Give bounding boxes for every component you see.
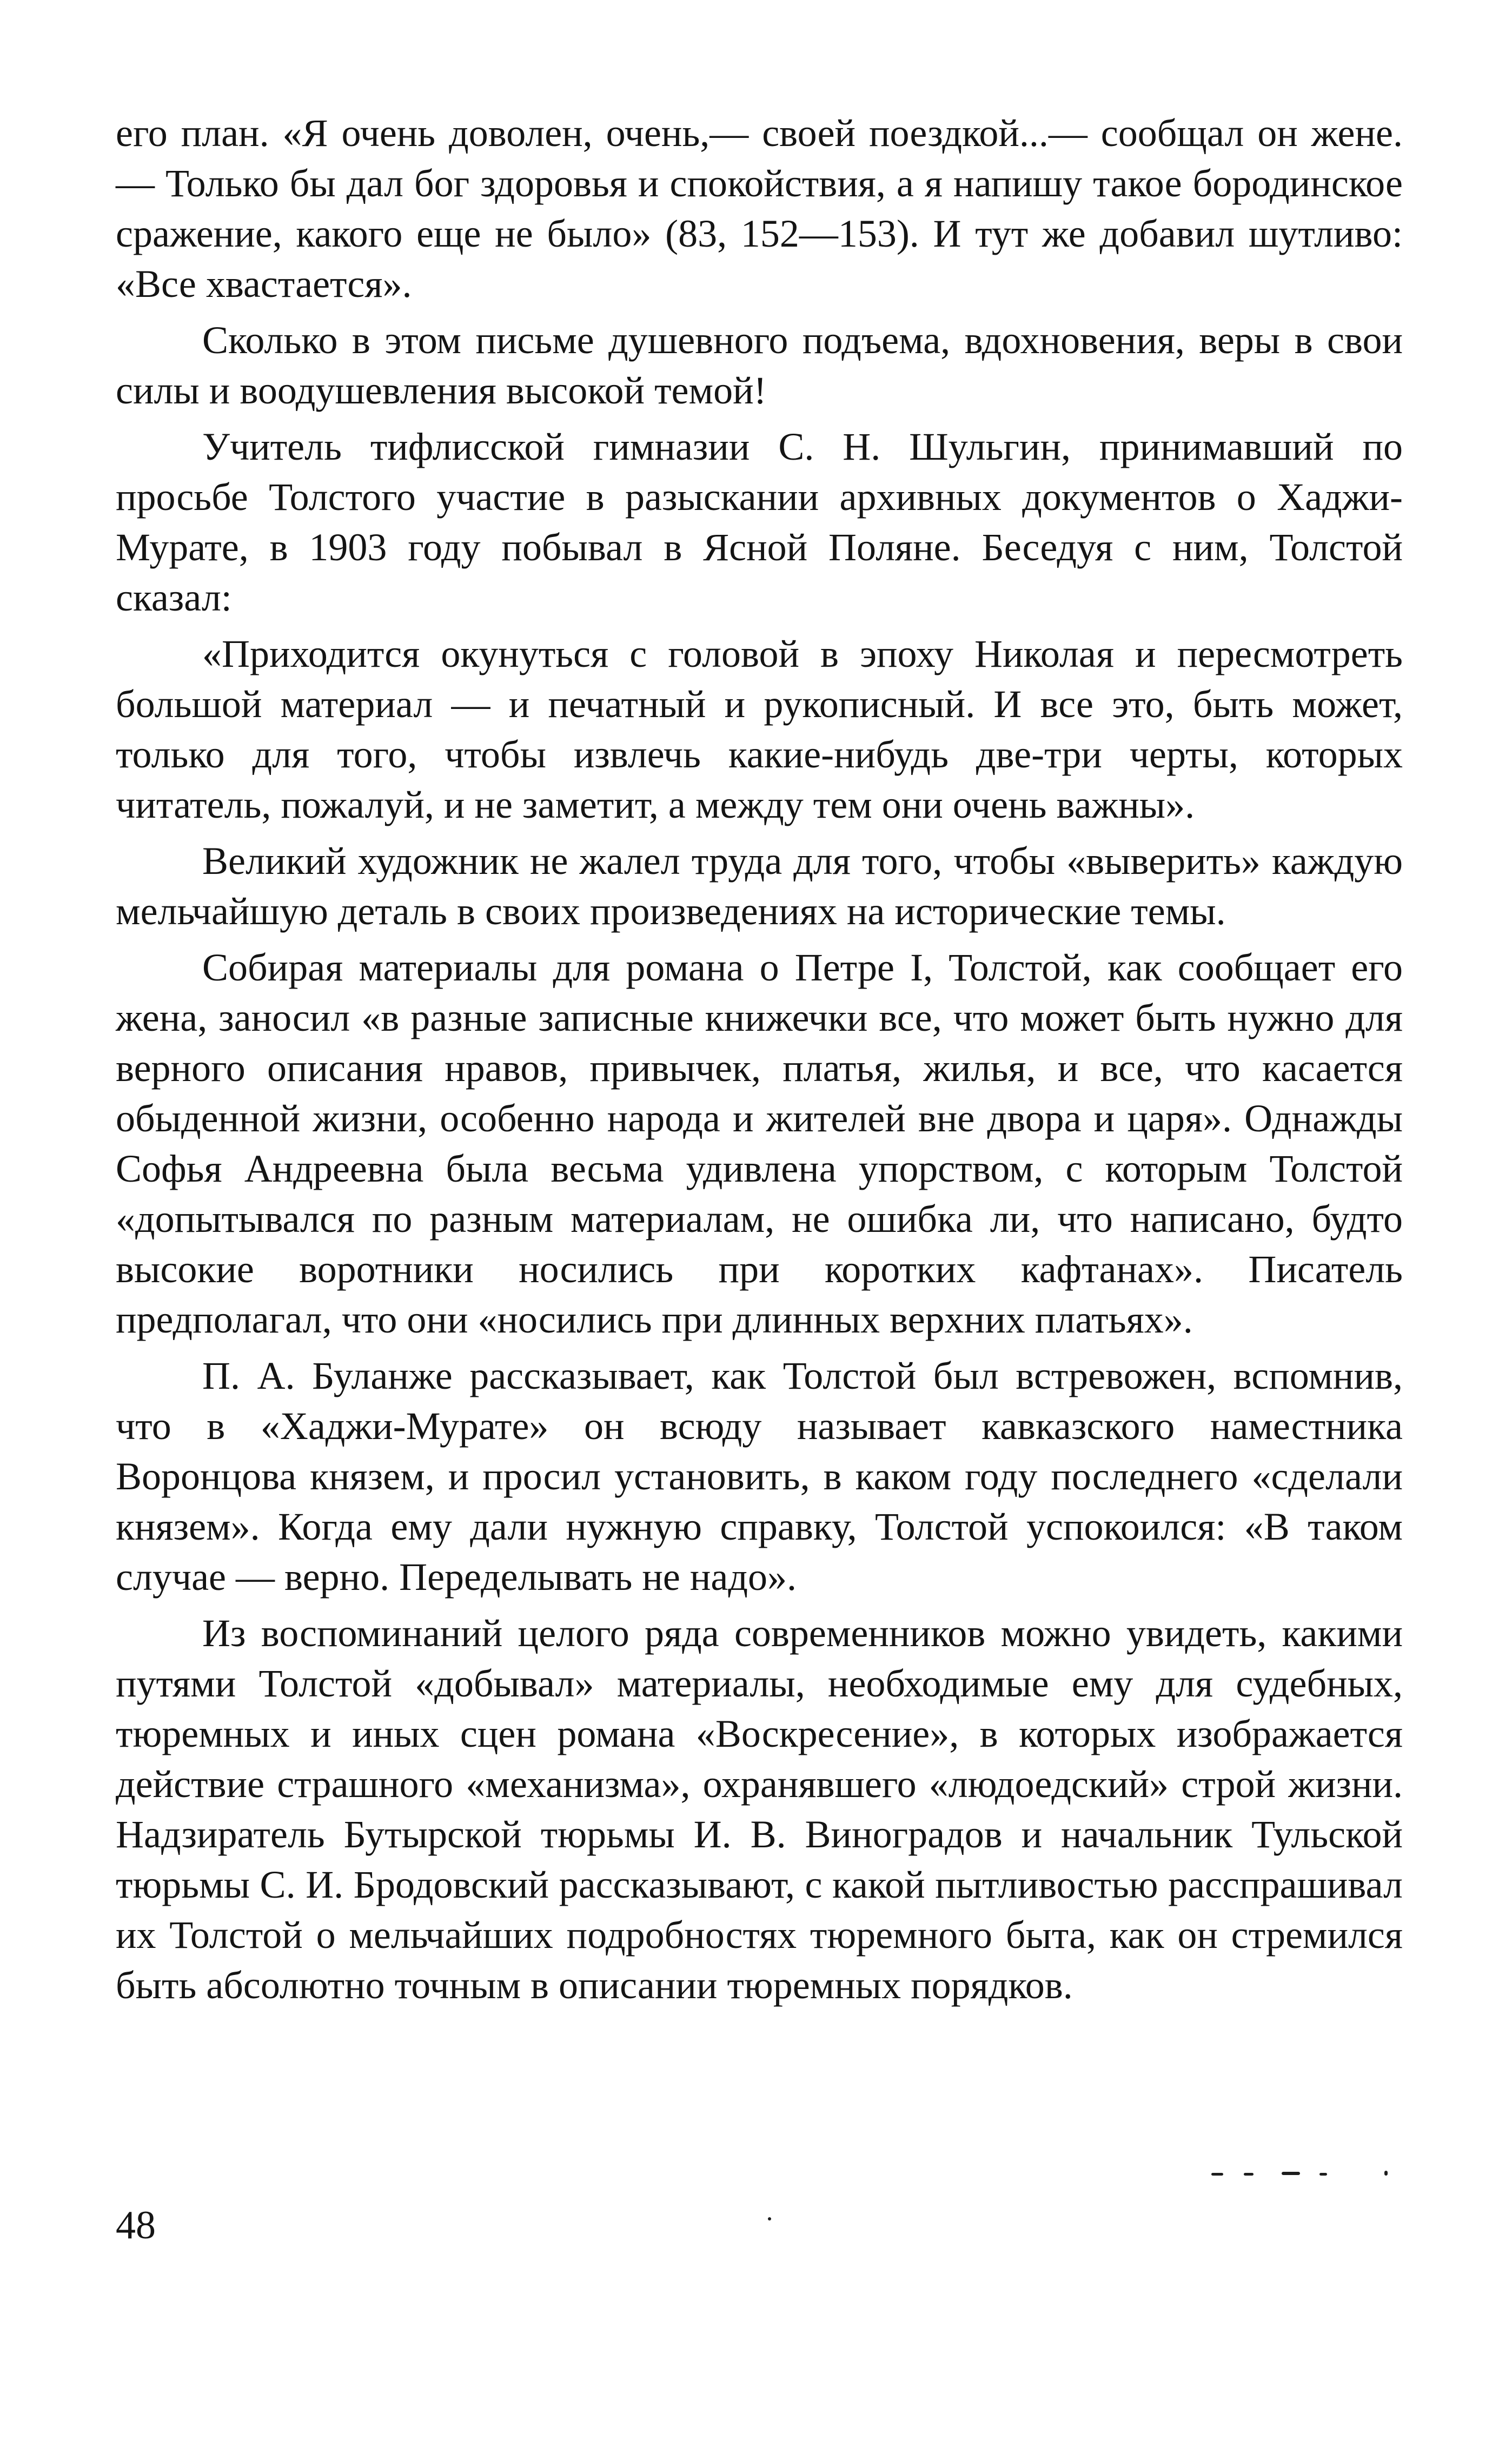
- paragraph-8: Из воспоминаний целого ряда современников можно увидеть, какими путями Толстой «добывал» материалы, необходимые ему для судебных, тюремных и иных сцен романа «Воскресение», в которых изображается действие страшного «механизма», охранявшего «людоедский» строй жизни. Надзиратель Бутырской тюрьмы И. В. Виноградов и начальник Тульской тюрьмы С. И. Бродовский рассказывают, с какой пытливостью расспрашивал их Толстой о мельчайших подробностях тюремного быта, как он стремился быть абсолютно точным в описании тюремных порядков.: [116, 1612, 1403, 2007]
- paragraph-3: Учитель тифлисской гимназии С. Н. Шульгин, принимавший по просьбе Толстого участие в разыскании архивных документов о Хаджи-Мурате, в 1903 году побывал в Ясной Поляне. Беседуя с ним, Толстой сказал:: [116, 425, 1403, 619]
- scan-speck: [768, 2217, 771, 2220]
- scan-speck: [1244, 2173, 1254, 2176]
- paragraph-2: Сколько в этом письме душевного подъема, вдохновения, веры в свои силы и воодушевления высокой темой!: [116, 319, 1403, 412]
- paragraph-5: Великий художник не жалел труда для того, чтобы «выверить» каждую мельчайшую деталь в своих произведениях на исторические темы.: [116, 839, 1403, 933]
- paragraph-6: Собирая материалы для романа о Петре I, Толстой, как сообщает его жена, заносил «в разные записные книжечки все, что может быть нужно для верного описания нравов, привычек, платья, жилья, и все, что касается обыденной жизни, особенно народа и жителей вне двора и царя». Однажды Софья Андреевна была весьма удивлена упорством, с которым Толстой «допытывался по разным материалам, не ошибка ли, что написано, будто высокие воротники носились при коротких кафтанах». Писатель предполагал, что они «носились при длинных верхних платьях».: [116, 946, 1403, 1341]
- page-number: 48: [116, 2203, 156, 2248]
- body-text: [116, 108, 1403, 2017]
- paragraph-7: П. А. Буланже рассказывает, как Толстой был встревожен, вспомнив, что в «Хаджи-Мурате» он всюду называет кавказского наместника Воронцова князем, и просил установить, в каком году последнего «сделали князем». Когда ему дали нужную справку, Толстой успокоился: «В таком случае — верно. Переделывать не надо».: [116, 1354, 1403, 1599]
- paragraph-1: его план. «Я очень доволен, очень,— своей поездкой...— сообщал он жене.— Только бы дал бог здоровья и спокойствия, а я напишу такое бородинское сражение, какого еще не было» (83, 152—153). И тут же добавил шутливо: «Все хвастается».: [116, 111, 1403, 306]
- scan-speck: [1282, 2172, 1300, 2175]
- scan-speck: [1319, 2173, 1327, 2176]
- scan-speck: [1384, 2171, 1388, 2176]
- paragraph-4-quote: «Приходится окунуться с головой в эпоху Николая и пересмотреть большой материал — и печатный и рукописный. И все это, быть может, только для того, чтобы извлечь какие-нибудь две-три черты, которых читатель, пожалуй, и не заметит, а между тем они очень важны».: [116, 632, 1403, 826]
- scan-speck: [1211, 2173, 1223, 2176]
